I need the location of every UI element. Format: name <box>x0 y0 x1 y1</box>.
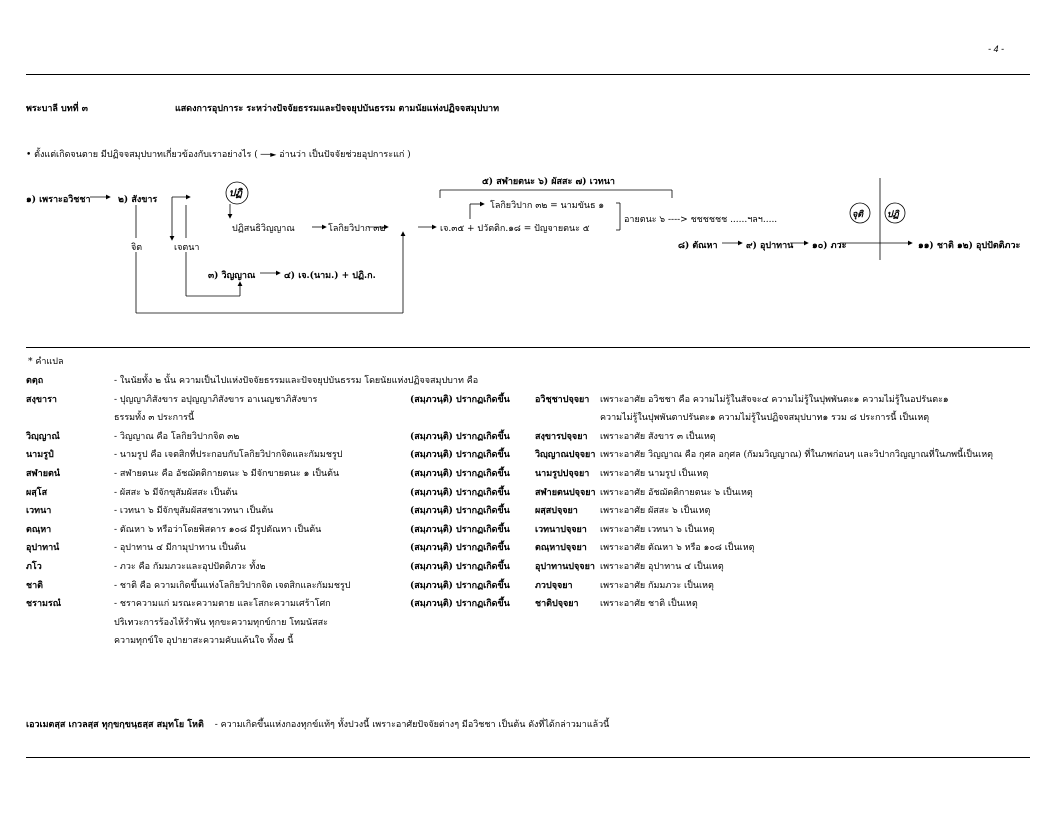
gloss-term: ชาติ <box>26 580 44 591</box>
gloss-cause: ภวปจฺจยา <box>535 580 573 591</box>
gloss-term: ชรามรณํ <box>26 599 62 610</box>
gloss-mid: (สมฺภวนฺติ) ปรากฏเกิดขึ้น <box>410 599 510 610</box>
node-sankhara: ๒) สังขาร <box>118 195 158 205</box>
gloss-desc: - ชาติ คือ ความเกิดขึ้นแห่งโลกิยวิปากจิต เจตสิกและกัมมชรูป <box>114 580 351 591</box>
gloss-mid: (สมฺภวนฺติ) ปรากฏเกิดขึ้น <box>410 524 510 535</box>
gloss-closing <box>26 717 609 731</box>
gloss-cause: สฬายตนปจฺจยา <box>535 487 596 498</box>
gloss-rest: เพราะอาศัย นามรูป เป็นเหตุ <box>600 469 709 479</box>
gloss-desc: - ภวะ คือ กัมมภวะและอุปปัตติภวะ ทั้ง๒ <box>114 562 266 572</box>
gloss-rest: เพราะอาศัย อุปาทาน ๔ เป็นเหตุ <box>600 562 724 572</box>
node-chet35: เจ.๓๕ + ปวัตติก.๑๘ = ปัญจายตนะ ๕ <box>440 224 590 234</box>
node-pati-vinyana: ปฏิสนธิวิญญาณ <box>232 224 295 234</box>
node-upadana: ๙) อุปาทาน <box>746 241 794 251</box>
intro-text: • ตั้งแต่เกิดจนตาย มีปฏิจจสมุปบาทเกี่ยวข้องกับเราอย่างไร ( <box>26 150 258 160</box>
gloss-rest: เพราะอาศัย ผัสสะ ๖ เป็นเหตุ <box>600 506 711 517</box>
gloss-term: วิญฺญาณํ <box>26 431 60 442</box>
heading-label: พระบาลี บทที่ ๓ <box>26 104 88 114</box>
gloss-rest: เพราะอาศัย สังขาร ๓ เป็นเหตุ <box>600 431 716 442</box>
gloss-mid: (สมฺภวนฺติ) ปรากฏเกิดขึ้น <box>410 394 510 405</box>
intro-text2: อ่านว่า เป็นปัจจัยช่วยอุปการะแก่ ) <box>279 150 411 160</box>
gloss-mid: (สมฺภวนฺติ) ปรากฏเกิดขึ้น <box>410 469 510 479</box>
arrow-icon: ──► <box>260 150 277 159</box>
node-chetasika: ๔) เจ.(นาม.) + ปฏิ.ก. <box>284 271 376 281</box>
gloss-desc: ปริเทวะการร้องไห้รำพัน ทุกขะความทุกข์กาย โทมนัสสะ <box>114 617 328 628</box>
node-chuti: จุติ <box>852 210 864 220</box>
closing-text: - ความเกิดขึ้นแห่งกองทุกข์แท้ๆ ทั้งปวงนี้ เพราะอาศัยปัจจัยต่างๆ มีอวิชชา เป็นต้น ดังที่ได้กล่าวมาแล้วนี้ <box>214 720 610 730</box>
gloss-cause: สงฺขารปจฺจยา <box>535 431 588 442</box>
gloss-cause: ผสฺสปจฺจยา <box>535 506 578 517</box>
gloss-rest: เพราะอาศัย อวิชชา คือ ความไม่รู้ในสัจจะ๔ ความไม่รู้ในปุพพันตะ๑ ความไม่รู้ในอปรันตะ๑ <box>600 394 949 405</box>
gloss-desc: - นามรูป คือ เจตสิกที่ประกอบกับโลกิยวิปากจิตและกัมมชรูป <box>114 450 343 461</box>
gloss-title: * คำแปล <box>28 357 64 367</box>
node-top-group: ๕) สฬายตนะ ๖) ผัสสะ ๗) เวทนา <box>482 177 615 187</box>
gloss-rest: เพราะอาศัย วิญญาณ คือ กุศล อกุศล (กัมมวิญญาณ) ที่ในภพก่อนๆ และวิปากวิญญาณที่ในภพนี้เป็นเหตุ <box>600 450 994 461</box>
gloss-rest: ความไม่รู้ในปุพพันตาปรันตะ๑ ความไม่รู้ในปฏิจจสมุปบาท๑ รวม ๘ ประการนี้ เป็นเหตุ <box>600 413 930 424</box>
node-pati2: ปฏิ <box>887 210 899 220</box>
gloss-mid: (สมฺภวนฺติ) ปรากฏเกิดขึ้น <box>410 580 510 591</box>
gloss-rest: เพราะอาศัย เวทนา ๖ เป็นเหตุ <box>600 524 715 535</box>
gloss-term: ตตฺถ <box>26 376 44 386</box>
node-chit: จิต <box>131 243 143 253</box>
gloss-mid: (สมฺภวนฺติ) ปรากฏเกิดขึ้น <box>410 543 510 554</box>
gloss-mid: (สมฺภวนฺติ) ปรากฏเกิดขึ้น <box>410 431 510 442</box>
gloss-desc: - วิญญาณ คือ โลกิยวิปากจิต ๓๒ <box>114 431 240 442</box>
middle-rule <box>26 347 1030 348</box>
gloss-desc: - สฬายตนะ คือ อัชฌัตติกายตนะ ๖ มีจักขายตนะ ๑ เป็นต้น <box>114 469 340 479</box>
gloss-cause: อวิชฺชาปจฺจยา <box>535 394 590 405</box>
node-pati: ปฏิ <box>229 188 243 199</box>
gloss-term: สฬายตนํ <box>26 469 60 479</box>
gloss-desc: - ตัณหา ๖ หรือว่าโดยพิสดาร ๑๐๘ มีรูปตัณหา เป็นต้น <box>114 524 322 535</box>
gloss-rest: เพราะอาศัย กัมมภวะ เป็นเหตุ <box>600 580 714 591</box>
node-chetana: เจตนา <box>174 243 200 253</box>
gloss-cause: วิญฺญาณปจฺจยา <box>535 450 596 461</box>
gloss-desc: - ในนัยทั้ง ๒ นั้น ความเป็นไปแห่งปัจจัยธรรมและปัจจยุปบันธรรม โดยนัยแห่งปฏิจจสมุปบาท คือ <box>114 376 479 386</box>
gloss-cause: นามรูปปจฺจยา <box>535 469 590 479</box>
gloss-term: อุปาทานํ <box>26 543 60 554</box>
node-vinyana: ๓) วิญญาณ <box>208 271 256 281</box>
gloss-term: ผสฺโส <box>26 487 48 498</box>
node-ayatana: อายตนะ ๖ ----> ชชชชชช ......ฯลฯ..... <box>624 215 778 225</box>
gloss-cause: เวทนาปจฺจยา <box>535 524 587 535</box>
gloss-desc: - เวทนา ๖ มีจักขุสัมผัสสชาเวทนา เป็นต้น <box>114 506 274 517</box>
node-avijja: ๑) เพราะอวิชชา <box>26 195 91 205</box>
gloss-term: สงฺขารา <box>26 394 57 405</box>
node-lokiya32: โลกิยวิปาก ๓๒ = นามขันธ ๑ <box>490 201 605 211</box>
gloss-desc: ธรรมทั้ง ๓ ประการนี้ <box>114 413 195 424</box>
gloss-mid: (สมฺภวนฺติ) ปรากฏเกิดขึ้น <box>410 487 510 498</box>
node-jati: ๑๑) ชาติ ๑๒) อุปปัตติภวะ <box>918 241 1021 251</box>
gloss-cause: อุปาทานปจฺจยา <box>535 562 595 572</box>
gloss-rest: เพราะอาศัย ตัณหา ๖ หรือ ๑๐๘ เป็นเหตุ <box>600 543 755 554</box>
page-number: - 4 - <box>988 44 1005 54</box>
gloss-desc: - ผัสสะ ๖ มีจักขุสัมผัสสะ เป็นต้น <box>114 487 238 498</box>
heading-text: แสดงการอุปการะ ระหว่างปัจจัยธรรมและปัจจยุปบันธรรม ตามนัยแห่งปฏิจจสมุปบาท <box>175 104 500 114</box>
gloss-term: ตณฺหา <box>26 524 52 535</box>
gloss-mid: (สมฺภวนฺติ) ปรากฏเกิดขึ้น <box>410 506 510 517</box>
gloss-cause: ชาติปจฺจยา <box>535 599 579 610</box>
gloss-term: นามรูปํ <box>26 450 54 461</box>
bottom-rule <box>26 757 1030 758</box>
node-bhava: ๑๐) ภวะ <box>812 241 847 251</box>
gloss-mid: (สมฺภวนฺติ) ปรากฏเกิดขึ้น <box>410 450 510 461</box>
gloss-desc: - ชราความแก่ มรณะความตาย และโสกะความเศร้าโศก <box>114 599 331 610</box>
gloss-desc: - ปุญญาภิสังขาร อปุญญาภิสังขาร อาเนญชาภิสังขาร <box>114 394 318 405</box>
closing-pali: เอวเมตสฺส เกวลสฺส ทุกฺขกฺขนฺธสฺส สมุทโย โหติ <box>26 720 204 730</box>
gloss-desc: - อุปาทาน ๔ มีกามุปาทาน เป็นต้น <box>114 543 246 554</box>
gloss-term: ภโว <box>26 562 42 572</box>
gloss-rest: เพราะอาศัย ชาติ เป็นเหตุ <box>600 599 698 610</box>
node-lokiya: โลกิยวิปาก ๓๒ <box>328 224 386 234</box>
gloss-term: เวทนา <box>26 506 52 517</box>
gloss-mid: (สมฺภวนฺติ) ปรากฏเกิดขึ้น <box>410 562 510 572</box>
gloss-desc: ความทุกข์ใจ อุปายาสะความคับแค้นใจ ทั้ง๗ นี้ <box>114 636 294 647</box>
node-tanha: ๘) ตัณหา <box>678 241 718 251</box>
gloss-rest: เพราะอาศัย อัชฌัตติกายตนะ ๖ เป็นเหตุ <box>600 487 753 498</box>
gloss-cause: ตณฺหาปจฺจยา <box>535 543 587 554</box>
